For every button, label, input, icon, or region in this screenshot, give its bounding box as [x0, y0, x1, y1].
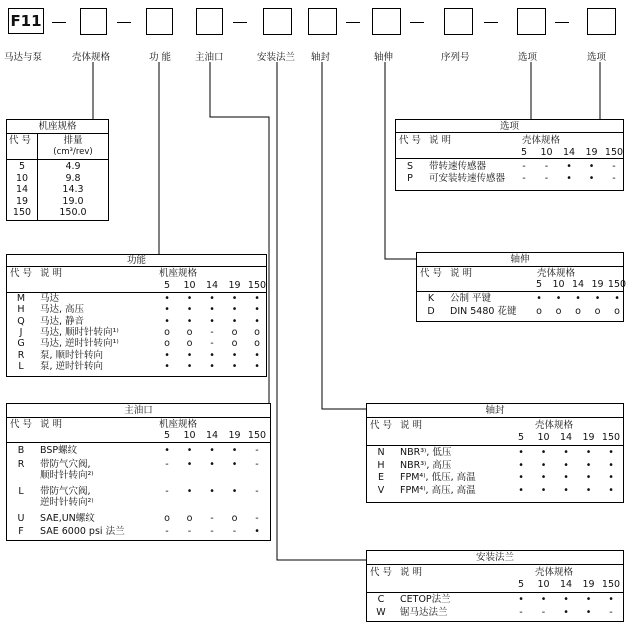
availability-mark: • — [254, 526, 260, 537]
availability-mark: • — [518, 459, 524, 471]
availability-mark: • — [588, 173, 595, 184]
separator-dash — [117, 22, 131, 23]
description-cell: 可安装转速传感器 — [429, 173, 506, 184]
availability-mark: - — [612, 173, 616, 184]
availability-mark: • — [231, 458, 238, 470]
description-cell: CETOP法兰 — [400, 594, 451, 605]
code-cell: P — [407, 173, 413, 184]
availability-mark: • — [164, 304, 170, 316]
col-code-header: 代 号 — [370, 567, 393, 578]
availability-mark: • — [231, 304, 238, 316]
availability-mark: • — [164, 315, 170, 327]
description-cell: 泵, 顺时针转向 — [40, 349, 104, 361]
size-column-header: 19 — [591, 279, 604, 290]
code-cell: H — [17, 304, 25, 316]
description-cell: SAE 6000 psi 法兰 — [40, 526, 125, 537]
availability-mark: • — [540, 447, 547, 458]
size-column-header: 10 — [537, 432, 550, 443]
availability-mark: • — [186, 293, 193, 304]
size-code-cell: 10 — [15, 172, 29, 184]
table-title: 功能 — [126, 255, 146, 266]
code-cell: E — [377, 472, 384, 483]
size-column-header: 150 — [601, 579, 621, 590]
availability-mark: • — [231, 315, 238, 327]
col-size-header: 机座规格 — [159, 268, 198, 279]
col-size-header: 壳体规格 — [522, 135, 561, 146]
divider — [7, 159, 108, 160]
label-motor-pump: 马达与泵 — [4, 52, 43, 63]
table-title: 选项 — [499, 121, 519, 132]
col-code-header: 代 号 — [420, 268, 443, 279]
availability-mark: • — [164, 360, 170, 372]
size-column-header: 10 — [183, 430, 196, 441]
availability-mark: - — [255, 485, 259, 497]
availability-mark: o — [614, 306, 620, 317]
code-cell: R — [17, 458, 25, 470]
size-column-header: 14 — [559, 432, 573, 443]
shaft-end-table — [416, 252, 627, 322]
label-option-2: 选项 — [587, 52, 607, 63]
divider — [367, 445, 623, 446]
size-column-header: 150 — [247, 430, 267, 441]
code-box-function — [146, 8, 173, 35]
size-code-cell: 14 — [15, 184, 29, 195]
description-cell: 马达, 逆时针转向¹⁾ — [40, 338, 119, 350]
description-cell: 马达, 顺时针转向¹⁾ — [40, 326, 119, 338]
availability-mark: o — [164, 338, 170, 350]
description-cell-line2: 顺时针转向²⁾ — [40, 469, 94, 481]
table-title: 轴封 — [485, 405, 505, 416]
code-box-housing-size — [80, 8, 107, 35]
availability-mark: • — [164, 293, 170, 304]
divider — [7, 442, 270, 443]
description-cell: SAE,UN螺纹 — [40, 512, 95, 524]
code-box-shaft-seal — [308, 8, 337, 35]
availability-mark: • — [540, 472, 547, 483]
availability-mark: o — [575, 306, 581, 317]
availability-mark: - — [612, 161, 616, 172]
size-column-header: 10 — [552, 279, 565, 290]
divider — [417, 291, 623, 292]
availability-mark: - — [544, 173, 549, 184]
size-column-header: 150 — [604, 147, 624, 158]
availability-mark: - — [210, 338, 214, 350]
description-cell: NBR³⁾, 高压 — [400, 459, 452, 471]
divider — [396, 132, 623, 133]
code-cell: Q — [17, 315, 25, 327]
table-title: 主油口 — [124, 405, 153, 416]
availability-mark: • — [164, 445, 170, 456]
availability-mark: • — [608, 447, 614, 458]
size-column-header: 150 — [601, 432, 621, 443]
availability-mark: - — [187, 526, 192, 537]
code-cell: K — [427, 293, 435, 304]
size-code-cell: 19 — [15, 195, 29, 207]
size-column-header: 150 — [607, 279, 627, 290]
label-option-1: 选项 — [518, 52, 538, 63]
availability-mark: • — [608, 459, 614, 471]
separator-dash — [484, 22, 498, 23]
availability-mark: • — [563, 472, 569, 483]
availability-mark: o — [536, 306, 542, 317]
description-cell: BSP螺纹 — [40, 445, 78, 456]
availability-mark: • — [563, 594, 569, 605]
code-cell: C — [377, 594, 385, 605]
size-column-header: 10 — [537, 579, 550, 590]
table-title: 轴伸 — [510, 254, 530, 265]
availability-mark: • — [254, 315, 260, 327]
availability-mark: • — [186, 485, 193, 497]
code-cell: J — [19, 326, 23, 338]
availability-mark: • — [186, 360, 193, 372]
size-column-header: 5 — [520, 147, 528, 158]
size-column-header: 14 — [205, 280, 219, 291]
availability-mark: • — [588, 161, 595, 172]
label-main-port: 主油口 — [195, 52, 224, 63]
separator-dash — [346, 22, 360, 23]
description-cell: DIN 5480 花键 — [450, 306, 517, 317]
col-desc-header: 说 明 — [40, 268, 63, 279]
description-cell-line2: 逆时针转向²⁾ — [40, 496, 94, 508]
description-cell: 带防气穴阀, — [40, 485, 91, 497]
col-size-header: 壳体规格 — [537, 268, 576, 279]
description-cell: 泵, 逆时针转向 — [40, 360, 104, 372]
code-cell: H — [377, 459, 385, 471]
col-desc-header: 说 明 — [400, 420, 423, 431]
availability-mark: • — [209, 304, 215, 316]
divider — [367, 564, 623, 565]
housing-size-table — [6, 119, 109, 221]
availability-mark: • — [585, 606, 592, 618]
availability-mark: • — [186, 304, 193, 316]
size-column-header: 19 — [582, 432, 595, 443]
col-size-header: 机座规格 — [159, 419, 198, 430]
availability-mark: • — [518, 447, 524, 458]
size-column-header: 14 — [205, 430, 219, 441]
separator-dash — [233, 22, 247, 23]
availability-mark: o — [186, 326, 193, 338]
code-box-main-port — [196, 8, 223, 35]
size-column-header: 10 — [540, 147, 553, 158]
availability-mark: • — [209, 293, 215, 304]
col-desc-header: 说 明 — [400, 567, 423, 578]
options-table — [395, 119, 624, 191]
availability-mark: • — [608, 594, 614, 605]
availability-mark: • — [585, 447, 592, 458]
code-cell: U — [17, 512, 25, 524]
availability-mark: • — [518, 594, 524, 605]
availability-mark: • — [585, 459, 592, 471]
divider — [367, 417, 623, 418]
separator-dash — [555, 22, 569, 23]
size-column-header: 14 — [571, 279, 585, 290]
availability-mark: o — [186, 338, 193, 350]
label-flange: 安装法兰 — [257, 52, 296, 63]
displacement-cell: 9.8 — [65, 172, 81, 184]
size-column-header: 14 — [559, 579, 573, 590]
availability-mark: o — [164, 512, 170, 524]
availability-mark: - — [255, 512, 259, 524]
availability-mark: • — [186, 445, 193, 456]
label-housing-size: 壳体规格 — [72, 52, 111, 63]
col-code-header: 代 号 — [10, 268, 33, 279]
code-cell: V — [377, 484, 385, 496]
availability-mark: • — [209, 349, 215, 361]
availability-mark: - — [541, 606, 546, 618]
availability-mark: - — [519, 606, 523, 618]
displacement-cell: 14.3 — [62, 184, 84, 195]
size-column-header: 14 — [562, 147, 576, 158]
availability-mark: - — [255, 458, 259, 470]
availability-mark: • — [540, 484, 547, 496]
flange-table — [366, 550, 624, 622]
availability-mark: • — [254, 293, 260, 304]
code-cell: F — [18, 526, 24, 537]
description-cell: 马达, 高压 — [40, 304, 85, 316]
code-cell: R — [17, 349, 25, 361]
availability-mark: - — [165, 485, 169, 497]
size-column-header: 5 — [535, 279, 543, 290]
availability-mark: o — [254, 326, 260, 338]
size-column-header: 19 — [585, 147, 598, 158]
code-cell: L — [18, 360, 24, 372]
availability-mark: - — [522, 161, 526, 172]
col-size-header: 壳体规格 — [535, 567, 574, 578]
availability-mark: • — [231, 349, 238, 361]
label-serial: 序列号 — [441, 52, 470, 63]
availability-mark: • — [164, 349, 170, 361]
availability-mark: • — [614, 293, 620, 304]
shaft-seal-table — [366, 403, 624, 503]
availability-mark: - — [232, 526, 237, 537]
displacement-cell: 150.0 — [59, 207, 87, 218]
displacement-cell: 4.9 — [65, 161, 81, 172]
availability-mark: o — [254, 338, 260, 350]
main-port-table — [6, 403, 271, 541]
description-cell: 公制 平键 — [450, 293, 492, 304]
table-title: 安装法兰 — [475, 552, 514, 563]
availability-mark: • — [563, 459, 569, 471]
code-cell: D — [427, 306, 435, 317]
availability-mark: • — [575, 293, 581, 304]
availability-mark: • — [186, 349, 193, 361]
description-cell: 锯马达法兰 — [400, 606, 448, 618]
size-column-header: 19 — [228, 280, 241, 291]
availability-mark: • — [209, 360, 215, 372]
description-cell: 马达, 静音 — [40, 315, 85, 327]
code-box-option-2 — [587, 8, 616, 35]
availability-mark: • — [566, 173, 572, 184]
availability-mark: o — [231, 512, 238, 524]
availability-mark: • — [209, 315, 215, 327]
divider — [7, 266, 266, 267]
col-code-header: 代 号 — [370, 420, 393, 431]
col-desc-header: 说 明 — [429, 135, 452, 146]
function-table — [6, 254, 267, 377]
availability-mark: o — [186, 512, 193, 524]
divider — [7, 417, 270, 418]
availability-mark: o — [594, 306, 601, 317]
availability-mark: • — [186, 458, 193, 470]
code-box-flange — [263, 8, 292, 35]
col-code-header: 代 号 — [399, 135, 422, 146]
availability-mark: • — [231, 445, 238, 456]
availability-mark: o — [555, 306, 562, 317]
col-desc-header: 说 明 — [450, 268, 473, 279]
code-box-option-1 — [517, 8, 546, 35]
availability-mark: • — [585, 594, 592, 605]
availability-mark: • — [540, 459, 547, 471]
availability-mark: - — [522, 173, 526, 184]
availability-mark: • — [209, 445, 215, 456]
availability-mark: - — [210, 512, 214, 524]
size-code-cell: 5 — [18, 161, 26, 172]
availability-mark: • — [540, 594, 547, 605]
description-cell: 马达 — [40, 293, 60, 304]
separator-dash — [52, 22, 66, 23]
availability-mark: - — [210, 526, 214, 537]
availability-mark: • — [231, 485, 238, 497]
availability-mark: - — [165, 526, 169, 537]
availability-mark: • — [209, 485, 215, 497]
availability-mark: • — [254, 349, 260, 361]
availability-mark: • — [209, 458, 215, 470]
code-cell: M — [16, 293, 26, 304]
availability-mark: - — [544, 161, 549, 172]
code-cell: N — [377, 447, 385, 458]
availability-mark: • — [555, 293, 562, 304]
availability-mark: • — [566, 161, 572, 172]
availability-mark: • — [563, 606, 569, 618]
availability-mark: o — [164, 326, 170, 338]
availability-mark: o — [231, 326, 238, 338]
divider — [417, 266, 623, 267]
displacement-cell: 19.0 — [62, 195, 84, 207]
code-cell: W — [376, 606, 386, 618]
availability-mark: o — [231, 338, 238, 350]
size-column-header: 5 — [163, 430, 171, 441]
size-column-header: 10 — [183, 280, 196, 291]
code-box-shaft-end — [372, 8, 401, 35]
availability-mark: • — [608, 472, 614, 483]
availability-mark: • — [594, 293, 601, 304]
model-code-box: F11 — [8, 8, 44, 34]
availability-mark: • — [186, 315, 193, 327]
description-cell: 带转速传感器 — [429, 161, 487, 172]
availability-mark: • — [518, 472, 524, 483]
availability-mark: • — [585, 484, 592, 496]
availability-mark: • — [563, 484, 569, 496]
col-code-header: 代 号 — [9, 135, 32, 146]
size-column-header: 19 — [228, 430, 241, 441]
size-column-header: 5 — [517, 432, 525, 443]
size-column-header: 5 — [517, 579, 525, 590]
label-shaft-end: 轴伸 — [374, 52, 394, 63]
col-disp-header: 排量 — [63, 135, 83, 146]
col-size-header: 壳体规格 — [535, 420, 574, 431]
availability-mark: - — [210, 326, 214, 338]
availability-mark: • — [231, 360, 238, 372]
code-box-serial — [444, 8, 473, 35]
availability-mark: - — [255, 445, 259, 456]
description-cell: 带防气穴阀, — [40, 458, 91, 470]
table-title: 机座规格 — [38, 121, 77, 132]
size-column-header: 5 — [163, 280, 171, 291]
availability-mark: • — [608, 484, 614, 496]
availability-mark: • — [563, 447, 569, 458]
availability-mark: • — [585, 472, 592, 483]
label-shaft-seal: 轴封 — [311, 52, 331, 63]
availability-mark: - — [609, 606, 613, 618]
code-cell: G — [17, 338, 25, 350]
divider — [396, 158, 623, 159]
availability-mark: • — [254, 360, 260, 372]
label-function: 功 能 — [149, 52, 172, 63]
divider — [7, 133, 108, 134]
code-cell: B — [17, 445, 25, 456]
availability-mark: • — [518, 484, 524, 496]
code-cell: L — [18, 485, 24, 497]
col-code-header: 代 号 — [10, 419, 33, 430]
separator-dash — [410, 22, 424, 23]
availability-mark: • — [536, 293, 542, 304]
size-code-cell: 150 — [12, 207, 32, 218]
divider — [367, 592, 623, 593]
code-cell: S — [406, 161, 414, 172]
col-desc-header: 说 明 — [40, 419, 63, 430]
size-column-header: 150 — [247, 280, 267, 291]
availability-mark: • — [254, 304, 260, 316]
col-disp-unit: (cm³/rev) — [53, 147, 93, 157]
availability-mark: • — [231, 293, 238, 304]
description-cell: FPM⁴⁾, 高压, 高温 — [400, 484, 476, 496]
description-cell: FPM⁴⁾, 低压, 高温 — [400, 472, 476, 483]
description-cell: NBR³⁾, 低压 — [400, 447, 452, 458]
size-column-header: 19 — [582, 579, 595, 590]
availability-mark: - — [165, 458, 169, 470]
